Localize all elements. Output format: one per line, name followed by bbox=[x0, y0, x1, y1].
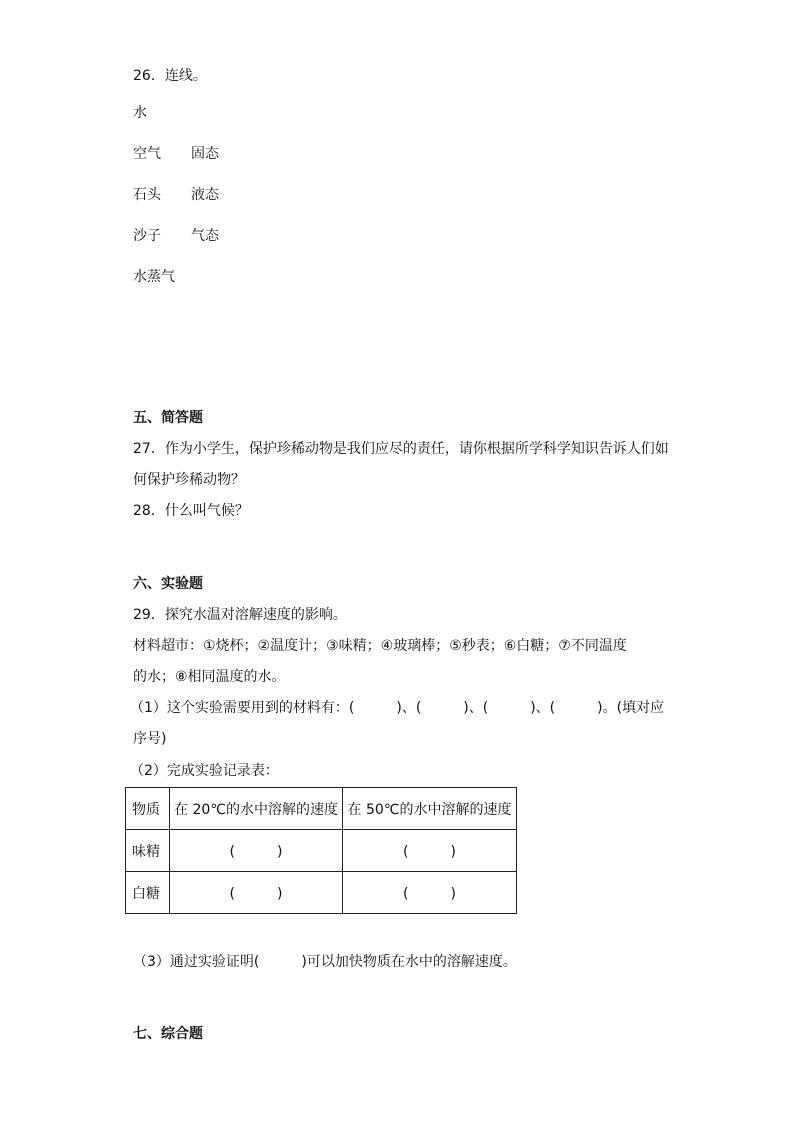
materials-line2: 的水；⑧相同温度的水。 bbox=[133, 669, 286, 685]
table-cell: 味精 bbox=[126, 830, 170, 872]
match-left-item: 水蒸气 bbox=[133, 269, 175, 285]
section-heading-short-answer: 五、简答题 bbox=[133, 410, 203, 426]
section-heading-comprehensive: 七、综合题 bbox=[133, 1026, 203, 1042]
table-cell: ( ) bbox=[343, 830, 517, 872]
match-right-item: 气态 bbox=[191, 228, 219, 244]
table-header-cell: 物质 bbox=[126, 788, 170, 830]
q26-title: 26．连线。 bbox=[133, 68, 207, 84]
sub2-text: （2）完成实验记录表： bbox=[130, 763, 279, 779]
q27-text-line2: 何保护珍稀动物？ bbox=[133, 472, 245, 488]
materials-line1: 材料超市：①烧杯；②温度计；③味精；④玻璃棒；⑤秒表；⑥白糖；⑦不同温度 bbox=[133, 638, 627, 654]
table-cell: ( ) bbox=[170, 830, 343, 872]
match-left-item: 水 bbox=[133, 105, 147, 121]
match-left-item: 沙子 bbox=[133, 228, 161, 244]
q28-text: 28．什么叫气候？ bbox=[133, 503, 249, 519]
experiment-record-table bbox=[125, 787, 517, 914]
section-heading-experiment: 六、实验题 bbox=[133, 576, 203, 592]
match-right-item: 固态 bbox=[191, 146, 219, 162]
table-header-cell: 在 20℃的水中溶解的速度 bbox=[170, 788, 343, 830]
table-header-row bbox=[126, 788, 517, 830]
match-right-item: 液态 bbox=[191, 187, 219, 203]
match-left-item: 空气 bbox=[133, 146, 161, 162]
table-cell: ( ) bbox=[343, 872, 517, 914]
table-row bbox=[126, 872, 517, 914]
table-header-cell: 在 50℃的水中溶解的速度 bbox=[343, 788, 517, 830]
q27-text-line1: 27．作为小学生，保护珍稀动物是我们应尽的责任，请你根据所学科学知识告诉人们如 bbox=[133, 441, 669, 457]
sub1-line1: （1）这个实验需要用到的材料有：( )、( )、( )、( )。(填对应 bbox=[130, 700, 665, 716]
table-cell: 白糖 bbox=[126, 872, 170, 914]
q29-title: 29．探究水温对溶解速度的影响。 bbox=[133, 607, 347, 623]
table-cell: ( ) bbox=[170, 872, 343, 914]
table-row bbox=[126, 830, 517, 872]
match-left-item: 石头 bbox=[133, 187, 161, 203]
sub3-text: （3）通过实验证明( )可以加快物质在水中的溶解速度。 bbox=[133, 954, 517, 970]
sub1-line2: 序号) bbox=[133, 731, 167, 747]
